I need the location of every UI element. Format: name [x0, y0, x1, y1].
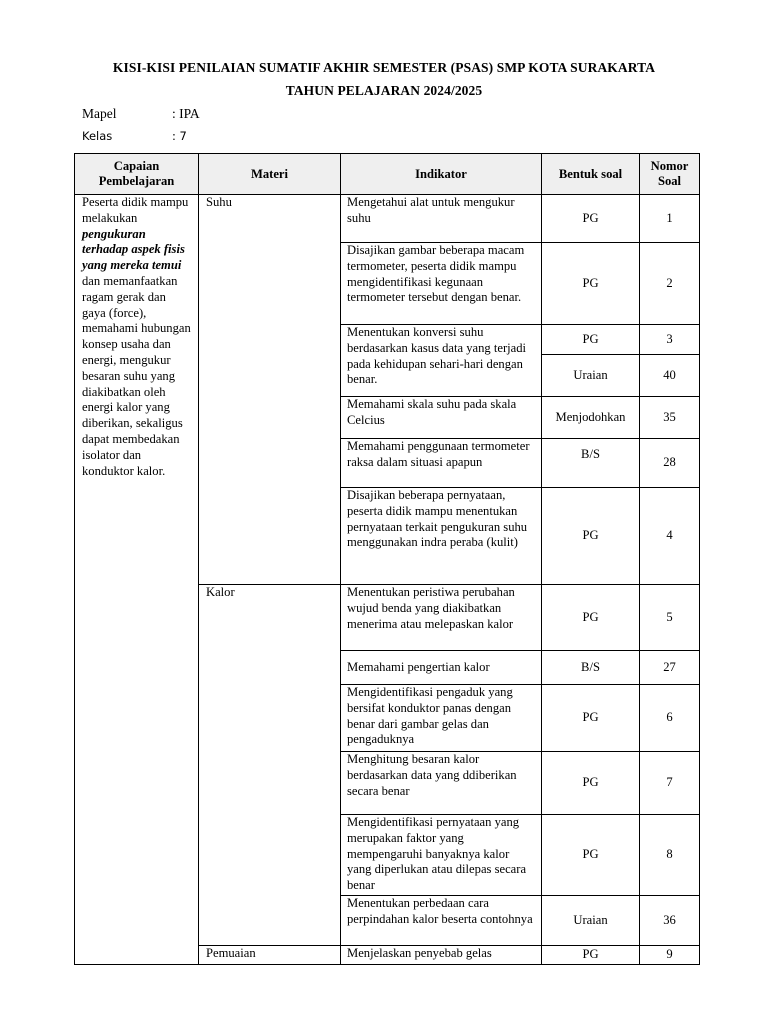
nomor-soal-cell: 8: [640, 815, 700, 896]
kelas-line: [82, 129, 187, 143]
indikator-cell: Menentukan konversi suhu berdasarkan kasus data yang terjadi pada kehidupan sehari-hari dengan benar.: [341, 325, 542, 397]
bentuk-soal-cell: PG: [542, 243, 640, 325]
indikator-cell: Menentukan peristiwa perubahan wujud benda yang diakibatkan menerima atau melepaskan kalor: [341, 585, 542, 651]
nomor-soal-cell: 3: [640, 325, 700, 355]
indikator-cell: Memahami penggunaan termometer raksa dalam situasi apapun: [341, 439, 542, 488]
nomor-soal-cell: 35: [640, 397, 700, 439]
nomor-soal-cell: 2: [640, 243, 700, 325]
bentuk-soal-cell: PG: [542, 946, 640, 965]
nomor-soal-cell: 9: [640, 946, 700, 965]
bentuk-soal-cell: PG: [542, 815, 640, 896]
indikator-cell: Menentukan perbedaan cara perpindahan kalor beserta contohnya: [341, 896, 542, 946]
nomor-soal-cell: 40: [640, 355, 700, 397]
bentuk-soal-cell: PG: [542, 195, 640, 243]
indikator-cell: Menghitung besaran kalor berdasarkan data yang ddiberikan secara benar: [341, 752, 542, 815]
indikator-cell: Disajikan beberapa pernyataan, peserta didik mampu menentukan pernyataan terkait pengukuran suhu menggunakan indra peraba (kulit): [341, 488, 542, 585]
indikator-cell: Memahami pengertian kalor: [341, 651, 542, 685]
bentuk-soal-cell: Menjodohkan: [542, 397, 640, 439]
document-title-line2: TAHUN PELAJARAN 2024/2025: [285, 83, 483, 98]
bentuk-soal-cell: PG: [542, 488, 640, 585]
nomor-soal-cell: 7: [640, 752, 700, 815]
capaian-text-emphasis: pengukuran terhadap aspek fisis yang mereka temui: [82, 226, 185, 273]
nomor-soal-cell: 36: [640, 896, 700, 946]
bentuk-soal-cell: PG: [542, 325, 640, 355]
nomor-soal-cell: 28: [640, 439, 700, 488]
materi-pemuaian: Pemuaian: [199, 946, 341, 965]
bentuk-soal-cell: Uraian: [542, 896, 640, 946]
header-indikator: Indikator: [341, 154, 542, 195]
kelas-label: Kelas: [82, 129, 113, 143]
nomor-soal-cell: 5: [640, 585, 700, 651]
document-title-line1: KISI-KISI PENILAIAN SUMATIF AKHIR SEMESTER (PSAS) SMP KOTA SURAKARTA: [112, 60, 656, 75]
header-capaian: Capaian Pembelajaran: [75, 154, 199, 195]
header-materi: Materi: [199, 154, 341, 195]
nomor-soal-cell: 1: [640, 195, 700, 243]
mapel-line: [82, 106, 200, 122]
indikator-cell: Mengetahui alat untuk mengukur suhu: [341, 195, 542, 243]
header-bentuk-soal: Bentuk soal: [542, 154, 640, 195]
capaian-text-post: dan memanfaatkan ragam gerak dan gaya (force), memahami hubungan konsep usaha dan energi, mengukur besaran suhu yang diakibatkan oleh energi kalor yang diberikan, sekaligus dapat membedakan isolator dan konduktor kalor.: [82, 273, 191, 478]
nomor-soal-cell: 6: [640, 685, 700, 752]
indikator-cell: Menjelaskan penyebab gelas: [341, 946, 542, 965]
header-nomor-soal: Nomor Soal: [640, 154, 700, 195]
indikator-cell: Mengidentifikasi pengaduk yang bersifat konduktor panas dengan benar dari gambar gelas dan pengaduknya: [341, 685, 542, 752]
bentuk-soal-cell: PG: [542, 585, 640, 651]
mapel-label: Mapel: [82, 106, 117, 121]
table-row: [75, 195, 700, 243]
nomor-soal-cell: 4: [640, 488, 700, 585]
kisi-kisi-table: [74, 153, 700, 965]
mapel-value: : IPA: [172, 106, 200, 121]
nomor-soal-cell: 27: [640, 651, 700, 685]
bentuk-soal-cell: B/S: [542, 651, 640, 685]
capaian-text-pre: Peserta didik mampu melakukan: [82, 195, 189, 225]
indikator-cell: Mengidentifikasi pernyataan yang merupakan faktor yang mempengaruhi banyaknya kalor yang diperlukan atau dilepas secara benar: [341, 815, 542, 896]
bentuk-soal-cell: PG: [542, 752, 640, 815]
materi-kalor: Kalor: [199, 585, 341, 946]
bentuk-soal-cell: B/S: [542, 439, 640, 488]
materi-suhu: Suhu: [199, 195, 341, 585]
capaian-pembelajaran-cell: [75, 195, 199, 965]
bentuk-soal-cell: PG: [542, 685, 640, 752]
indikator-cell: Memahami skala suhu pada skala Celcius: [341, 397, 542, 439]
bentuk-soal-cell: Uraian: [542, 355, 640, 397]
indikator-cell: Disajikan gambar beberapa macam termometer, peserta didik mampu mengidentifikasi kegunaan termometer tersebut dengan benar.: [341, 243, 542, 325]
table-header-row: [75, 154, 700, 195]
kelas-value: : 7: [172, 129, 187, 143]
